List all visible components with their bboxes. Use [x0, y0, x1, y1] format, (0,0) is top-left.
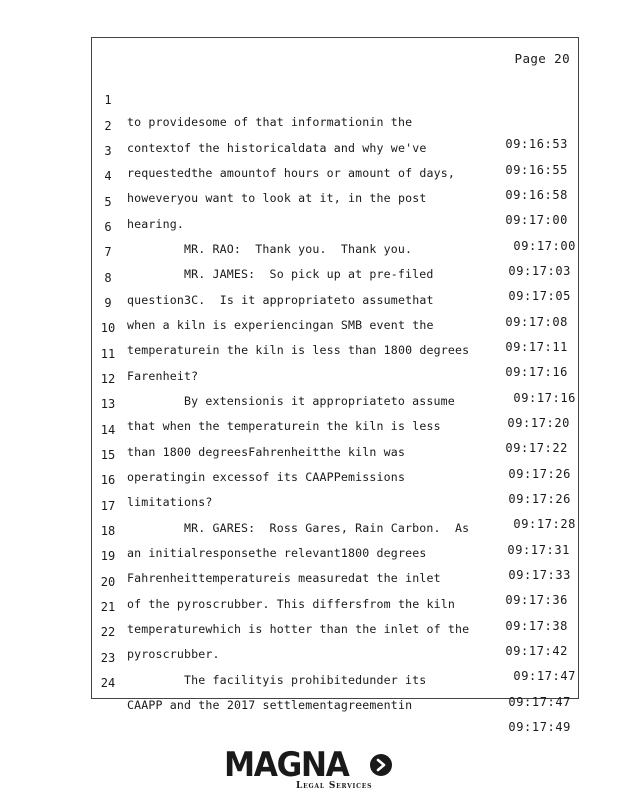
- line-text: limitations?: [127, 495, 213, 509]
- line-timestamp: 09:17:16: [513, 391, 576, 405]
- line-number: 20: [100, 575, 116, 589]
- line-number: 10: [100, 321, 116, 335]
- line-timestamp: 09:17:38: [505, 619, 568, 633]
- line-timestamp: 09:17:03: [508, 264, 571, 278]
- logo-tagline: Legal Services: [296, 781, 373, 791]
- line-timestamp: 09:17:08: [505, 315, 568, 329]
- line-timestamp: 09:17:47: [513, 669, 576, 683]
- line-text: Fahrenheittemperatureis measuredat the inlet: [127, 571, 441, 585]
- line-timestamp: 09:16:55: [505, 163, 568, 177]
- chevron-right-circle-icon: [370, 754, 392, 776]
- line-number: 1: [104, 93, 112, 107]
- line-timestamp: 09:17:00: [505, 213, 568, 227]
- line-timestamp: 09:17:11: [505, 340, 568, 354]
- line-number: 4: [104, 169, 112, 183]
- line-text: pyroscrubber.: [127, 647, 220, 661]
- magna-logo: [224, 746, 404, 794]
- line-number: 12: [100, 372, 116, 386]
- line-timestamp: 09:17:33: [508, 568, 571, 582]
- line-text: By extensionis it appropriateto assume: [184, 394, 455, 408]
- line-text: The facilityis prohibitedunder its: [184, 673, 427, 687]
- line-number: 13: [100, 397, 116, 411]
- line-number: 15: [100, 448, 116, 462]
- line-text: question3C. Is it appropriateto assumethat: [127, 293, 434, 307]
- line-text: Farenheit?: [127, 369, 199, 383]
- line-text: hearing.: [127, 217, 185, 231]
- line-text: MR. RAO: Thank you. Thank you.: [184, 242, 413, 256]
- page-number: Page 20: [514, 51, 570, 66]
- line-text: MR. GARES: Ross Gares, Rain Carbon. As: [184, 521, 470, 535]
- line-number: 17: [100, 499, 116, 513]
- line-timestamp: 09:17:26: [508, 492, 571, 506]
- line-number: 11: [100, 347, 116, 361]
- line-number: 19: [100, 549, 116, 563]
- line-timestamp: 09:17:00: [513, 239, 576, 253]
- line-text: CAAPP and the 2017 settlementagreementin: [127, 698, 413, 712]
- line-text: operatingin excessof its CAAPPemissions: [127, 470, 406, 484]
- line-number: 9: [104, 296, 112, 310]
- line-timestamp: 09:16:58: [505, 188, 568, 202]
- line-number: 23: [100, 651, 116, 665]
- transcript-page: [91, 37, 579, 734]
- line-timestamp: 09:17:36: [505, 593, 568, 607]
- line-timestamp: 09:17:31: [507, 543, 570, 557]
- line-number: 14: [100, 423, 116, 437]
- line-text: temperaturein the kiln is less than 1800 degrees: [127, 343, 470, 357]
- line-timestamp: 09:16:53: [505, 137, 568, 151]
- line-text: contextof the historicaldata and why we've: [127, 141, 427, 155]
- line-number: 8: [104, 271, 112, 285]
- line-number: 21: [100, 600, 116, 614]
- line-text: of the pyroscrubber. This differsfrom the kiln: [127, 597, 455, 611]
- line-text: howeveryou want to look at it, in the post: [127, 191, 427, 205]
- line-number: 22: [100, 625, 116, 639]
- line-number: 2: [104, 119, 112, 133]
- line-number: 6: [104, 220, 112, 234]
- line-number: 5: [104, 195, 112, 209]
- line-timestamp: 09:17:22: [505, 441, 568, 455]
- line-timestamp: 09:17:16: [505, 365, 568, 379]
- line-number: 24: [100, 676, 116, 690]
- logo-wordmark: MAGNA: [224, 745, 349, 785]
- line-timestamp: 09:17:26: [508, 467, 571, 481]
- line-number: 18: [100, 524, 116, 538]
- line-text: when a kiln is experiencingan SMB event the: [127, 318, 434, 332]
- line-number: 7: [104, 245, 112, 259]
- line-text: temperaturewhich is hotter than the inlet of the: [127, 622, 470, 636]
- line-text: MR. JAMES: So pick up at pre-filed: [184, 267, 434, 281]
- line-text: to providesome of that informationin the: [127, 115, 413, 129]
- line-text: requestedthe amountof hours or amount of days,: [127, 166, 455, 180]
- line-text: that when the temperaturein the kiln is less: [127, 419, 441, 433]
- line-timestamp: 09:17:42: [505, 644, 568, 658]
- line-number: 3: [104, 144, 112, 158]
- line-text: an initialresponsethe relevant1800 degrees: [127, 546, 427, 560]
- line-timestamp: 09:17:28: [513, 517, 576, 531]
- line-timestamp: 09:17:05: [508, 289, 571, 303]
- line-text: than 1800 degreesFahrenheitthe kiln was: [127, 445, 406, 459]
- line-timestamp: 09:17:49: [508, 720, 571, 734]
- line-timestamp: 09:17:47: [508, 695, 571, 709]
- line-timestamp: 09:17:20: [507, 416, 570, 430]
- line-number: 16: [100, 473, 116, 487]
